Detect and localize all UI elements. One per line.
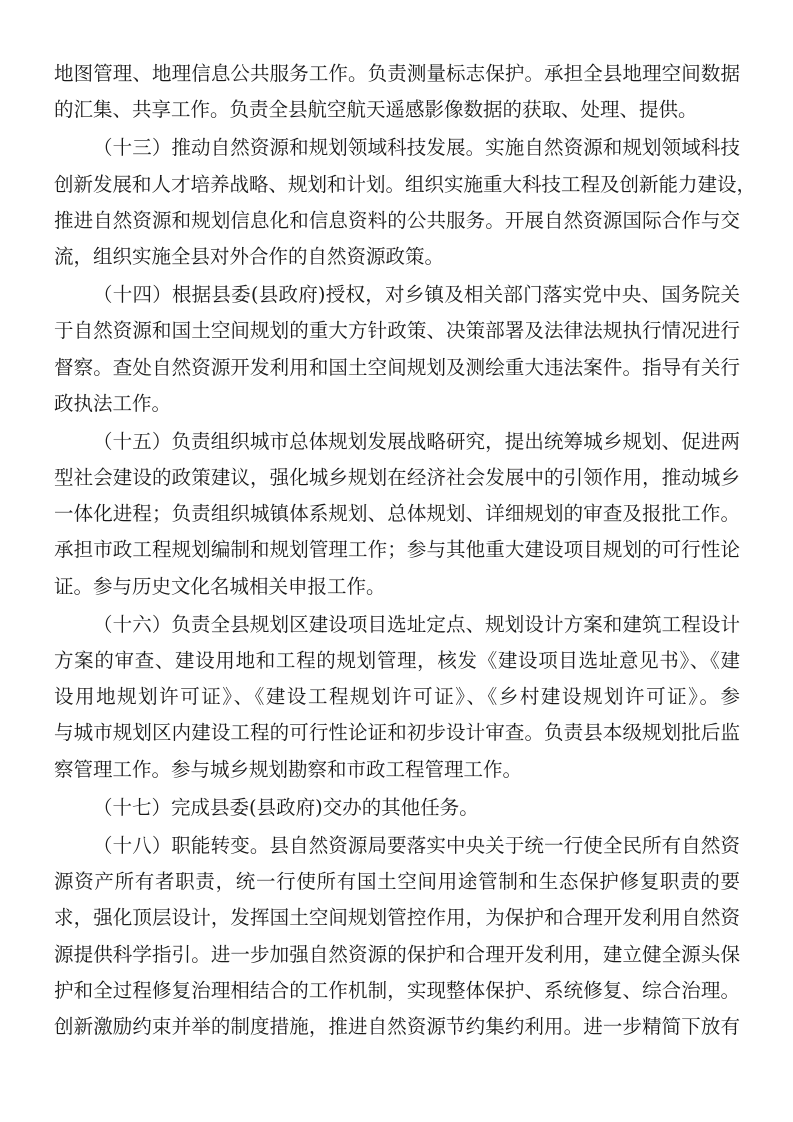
text-line: 设用地规划许可证》、《建设工程规划许可证》、《乡村建设规划许可证》。参 [54, 685, 740, 709]
paragraph-p0 [54, 56, 740, 128]
paragraph-p18 [54, 828, 740, 1045]
text-line: 与城市规划区内建设工程的可行性论证和初步设计审查。负责县本级规划批后监 [54, 721, 740, 745]
paragraph-p14 [54, 277, 740, 422]
text-line: 创新激励约束并举的制度措施，推进自然资源节约集约利用。进一步精简下放有 [54, 1014, 740, 1038]
text-line: （十三）推动自然资源和规划领域科技发展。实施自然资源和规划领域科技 [93, 136, 740, 160]
text-line: 察管理工作。参与城乡规划勘察和市政工程管理工作。 [54, 757, 523, 781]
text-line: 源资产所有者职责，统一行使所有国土空间用途管制和生态保护修复职责的要 [54, 870, 740, 894]
text-line: 创新发展和人才培养战略、规划和计划。组织实施重大科技工程及创新能力建设， [54, 172, 757, 196]
text-line: 流，组织实施全县对外合作的自然资源政策。 [54, 244, 445, 268]
paragraph-p13 [54, 130, 757, 275]
text-line: （十八）职能转变。县自然资源局要落实中央关于统一行使全民所有自然资 [93, 833, 740, 857]
text-line: 一体化进程；负责组织城镇体系规划、总体规划、详细规划的审查及报批工作。 [54, 502, 740, 526]
text-line: 推进自然资源和规划信息化和信息资料的公共服务。开展自然资源国际合作与交 [54, 208, 740, 232]
text-line: 承担市政工程规划编制和规划管理工作；参与其他重大建设项目规划的可行性论 [54, 538, 740, 562]
text-line: 护和全过程修复治理相结合的工作机制，实现整体保护、系统修复、综合治理。 [54, 978, 740, 1002]
document-page [54, 56, 757, 1045]
text-line: 于自然资源和国土空间规划的重大方针政策、决策部署及法律法规执行情况进行 [54, 319, 740, 343]
paragraph-p16 [54, 607, 740, 788]
text-line: （十七）完成县委(县政府)交办的其他任务。 [93, 795, 479, 819]
text-line: 求，强化顶层设计，发挥国土空间规划管控作用，为保护和合理开发利用自然资 [54, 906, 740, 930]
text-line: （十六）负责全县规划区建设项目选址定点、规划设计方案和建筑工程设计 [93, 612, 740, 636]
text-line: 督察。查处自然资源开发利用和国土空间规划及测绘重大违法案件。指导有关行 [54, 355, 740, 379]
text-line: 地图管理、地理信息公共服务工作。负责测量标志保护。承担全县地理空间数据 [54, 62, 740, 85]
text-line: 型社会建设的政策建议，强化城乡规划在经济社会发展中的引领作用，推动城乡 [54, 466, 740, 490]
text-line: 方案的审查、建设用地和工程的规划管理，核发《建设项目选址意见书》、《建 [54, 649, 740, 672]
paragraph-p17 [54, 790, 740, 826]
text-line: （十四）根据县委(县政府)授权，对乡镇及相关部门落实党中央、国务院关 [93, 283, 740, 307]
paragraph-p15 [54, 424, 740, 605]
text-line: （十五）负责组织城市总体规划发展战略研究，提出统筹城乡规划、促进两 [93, 429, 740, 453]
text-line: 证。参与历史文化名城相关申报工作。 [54, 574, 386, 598]
text-line: 的汇集、共享工作。负责全县航空航天遥感影像数据的获取、处理、提供。 [54, 98, 698, 122]
text-line: 源提供科学指引。进一步加强自然资源的保护和合理开发利用，建立健全源头保 [54, 942, 740, 966]
text-line: 政执法工作。 [54, 391, 172, 415]
